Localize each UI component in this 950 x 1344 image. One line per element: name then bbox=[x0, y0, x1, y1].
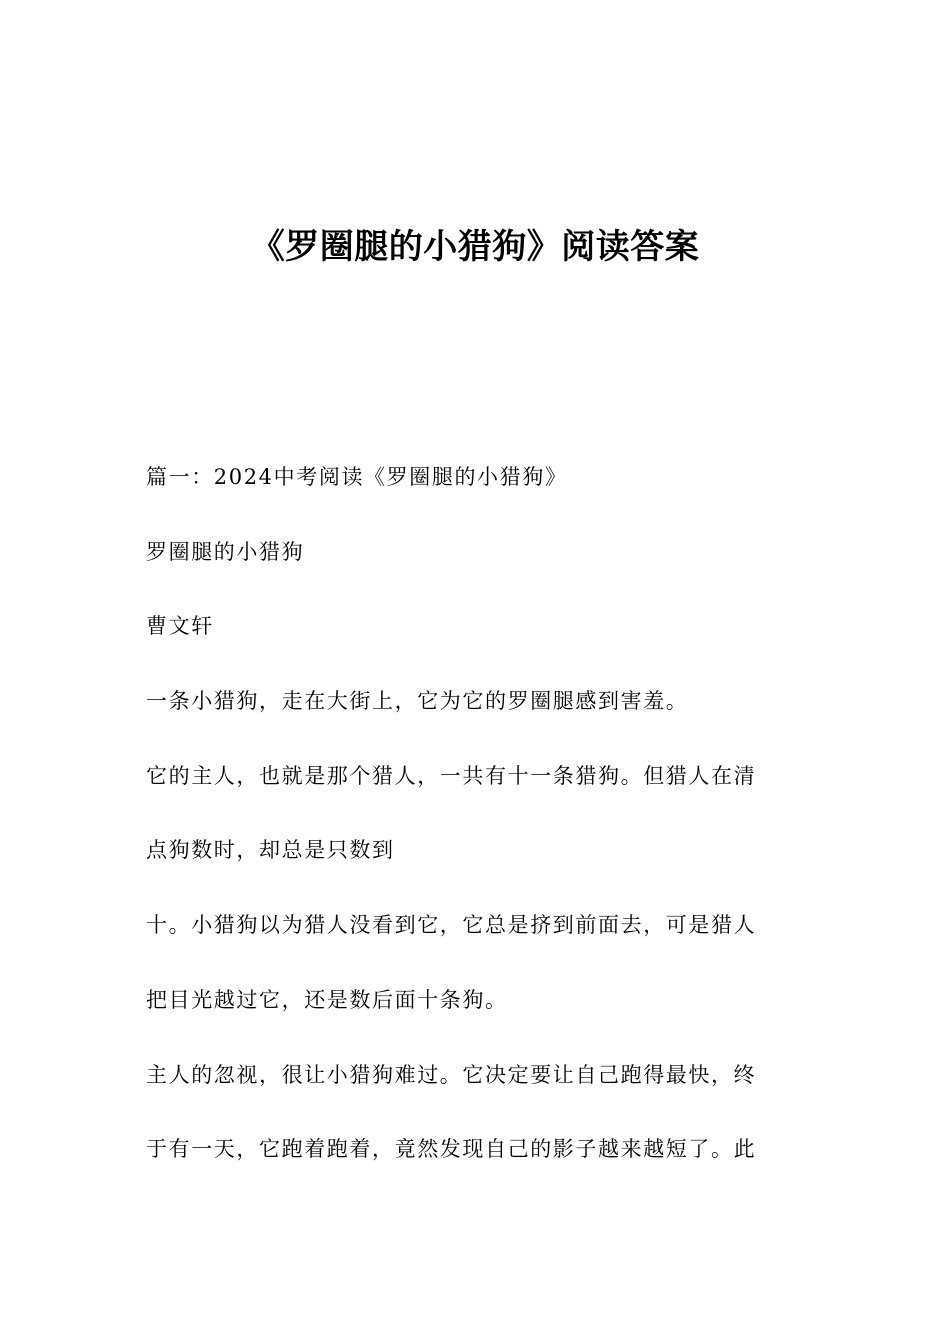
story-author: 曹文轩 bbox=[146, 614, 214, 638]
paragraph-line: 一条小猎狗，走在大街上，它为它的罗圈腿感到害羞。 bbox=[146, 689, 689, 713]
section-heading: 篇一：2024中考阅读《罗圈腿的小猎狗》 bbox=[146, 465, 568, 489]
paragraph-line: 它的主人，也就是那个猎人，一共有十一条猎狗。但猎人在清 bbox=[146, 764, 757, 788]
paragraph-line: 点狗数时，却总是只数到 bbox=[146, 838, 395, 862]
document-title: 《罗圈腿的小猎狗》阅读答案 bbox=[250, 227, 700, 267]
paragraph-line: 于有一天，它跑着跑着，竟然发现自己的影子越来越短了。此 bbox=[146, 1137, 757, 1161]
paragraph-line: 十。小猎狗以为猎人没看到它，它总是挤到前面去，可是猎人 bbox=[146, 913, 757, 937]
paragraph-line: 把目光越过它，还是数后面十条狗。 bbox=[146, 988, 508, 1012]
paragraph-line: 主人的忽视，很让小猎狗难过。它决定要让自己跑得最快，终 bbox=[146, 1063, 757, 1087]
story-title: 罗圈腿的小猎狗 bbox=[146, 540, 305, 564]
